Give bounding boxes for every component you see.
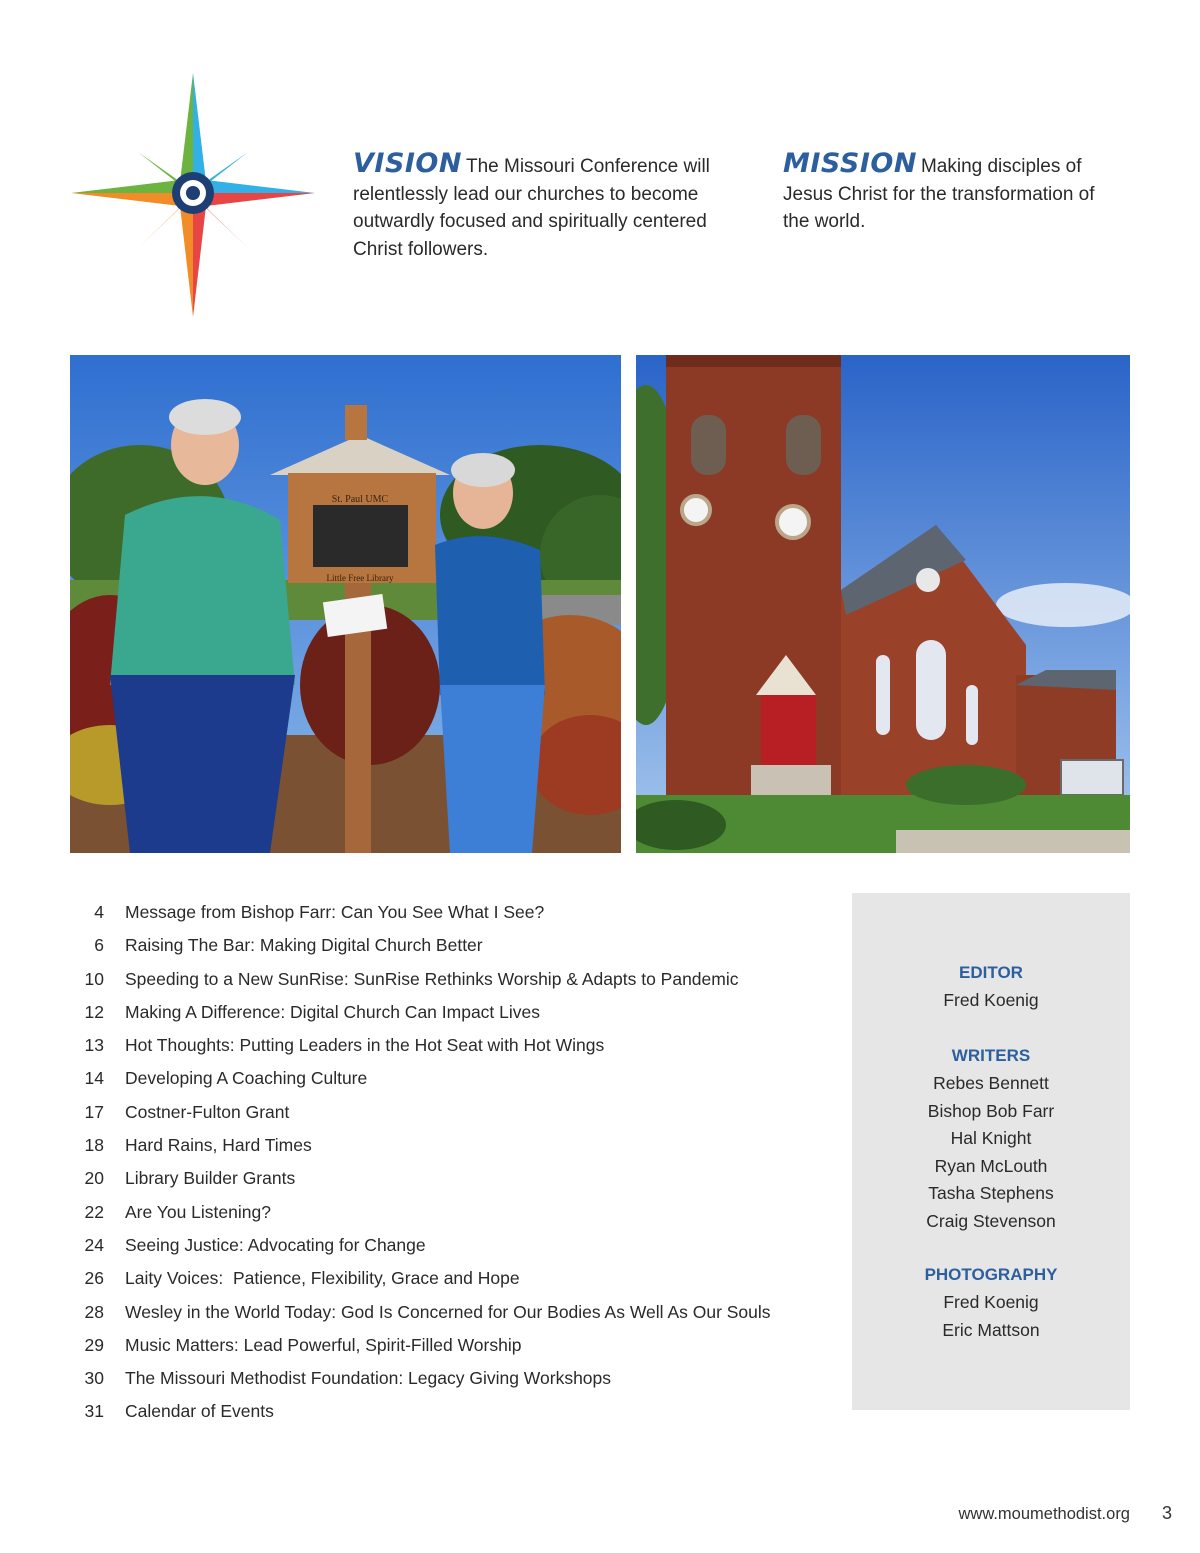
toc-title: Speeding to a New SunRise: SunRise Rethinks Worship & Adapts to Pandemic (125, 968, 739, 989)
toc-title: Hot Thoughts: Putting Leaders in the Hot Seat with Hot Wings (125, 1035, 605, 1056)
writers-heading: WRITERS (951, 1046, 1031, 1065)
toc-item[interactable] (70, 1131, 830, 1164)
compass-star-logo (68, 70, 318, 320)
toc-item[interactable] (70, 1031, 830, 1064)
editor-group (852, 959, 1130, 1015)
toc-item[interactable] (70, 965, 830, 998)
mission-keyword: MISSION (783, 148, 917, 179)
writer-name: Rebes Bennett (933, 1073, 1049, 1093)
toc-page-number: 31 (84, 1401, 104, 1422)
writer-name: Ryan McLouth (934, 1155, 1048, 1176)
toc-title: The Missouri Methodist Foundation: Legacy Giving Workshops (125, 1368, 612, 1389)
photographer-name: Eric Mattson (942, 1319, 1040, 1340)
toc-page-number: 13 (84, 1035, 104, 1056)
toc-title: Making A Difference: Digital Church Can Impact Lives (125, 1001, 541, 1022)
photography-heading: PHOTOGRAPHY (924, 1265, 1058, 1284)
toc-item[interactable] (70, 1198, 830, 1231)
toc-title: Costner-Fulton Grant (125, 1101, 290, 1122)
writer-name: Bishop Bob Farr (927, 1100, 1055, 1121)
toc-page-number: 28 (84, 1301, 104, 1322)
toc-page-number: 14 (84, 1068, 104, 1089)
vision-keyword: VISION (353, 148, 462, 179)
toc-title: Are You Listening? (125, 1201, 271, 1222)
toc-title: Hard Rains, Hard Times (125, 1135, 312, 1156)
toc-title: Music Matters: Lead Powerful, Spirit-Filled Worship (125, 1334, 522, 1355)
toc-item[interactable] (70, 931, 830, 964)
photography-group (852, 1261, 1130, 1344)
editor-name: Fred Koenig (943, 990, 1039, 1010)
library-sign-bottom: Little Free Library (326, 573, 394, 583)
writers-group (852, 1042, 1130, 1235)
page-number: 3 (1161, 1503, 1172, 1523)
toc-page-number: 22 (84, 1201, 104, 1222)
editor-heading: EDITOR (959, 963, 1023, 982)
toc-title: Message from Bishop Farr: Can You See What I See? (125, 902, 545, 922)
toc-item[interactable] (70, 898, 830, 931)
toc-item[interactable] (70, 1298, 830, 1331)
toc-page-number: 26 (84, 1268, 104, 1289)
toc-title: Library Builder Grants (125, 1168, 296, 1189)
toc-title: Wesley in the World Today: God Is Concerned for Our Bodies As Well As Our Souls (125, 1301, 771, 1322)
toc-page-number: 24 (84, 1234, 104, 1255)
toc-item[interactable] (70, 1264, 830, 1297)
compass-star-icon (68, 70, 318, 320)
toc-item[interactable] (70, 1164, 830, 1197)
vision-statement (353, 150, 743, 263)
toc-item[interactable] (70, 1231, 830, 1264)
photographer-name: Fred Koenig (943, 1292, 1039, 1312)
writer-name: Hal Knight (950, 1128, 1032, 1148)
toc-item[interactable] (70, 998, 830, 1031)
toc-page-number: 10 (84, 968, 104, 989)
toc-item[interactable] (70, 1331, 830, 1364)
toc-page-number: 6 (94, 935, 104, 956)
toc-page-number: 17 (84, 1101, 104, 1122)
toc-page-number: 18 (84, 1135, 104, 1156)
credits-box (852, 893, 1130, 1410)
toc-item[interactable] (70, 1098, 830, 1131)
vision-text: The Missouri Conference will relentlessly lead our churches to become outwardly focused and spiritually centered Christ followers. (353, 156, 710, 260)
footer-website-link[interactable]: www.moumethodist.org (958, 1505, 1130, 1523)
toc-title: Raising The Bar: Making Digital Church Better (125, 935, 483, 956)
toc-item[interactable] (70, 1364, 830, 1397)
toc-page-number: 4 (94, 902, 104, 922)
toc-page-number: 12 (84, 1001, 104, 1022)
photo-brick-church (636, 355, 1130, 853)
mission-text: Making disciples of Jesus Christ for the transformation of the world. (783, 156, 1095, 232)
toc-page-number: 20 (84, 1168, 104, 1189)
toc-page-number: 30 (84, 1368, 104, 1389)
toc-item[interactable] (70, 1064, 830, 1097)
photo-little-free-library (70, 355, 621, 853)
library-sign-top: St. Paul UMC (331, 494, 389, 505)
mission-statement (783, 150, 1113, 236)
toc-title: Developing A Coaching Culture (125, 1068, 368, 1089)
table-of-contents (70, 898, 830, 1431)
toc-page-number: 29 (84, 1334, 104, 1355)
toc-item[interactable] (70, 1397, 830, 1430)
writer-name: Craig Stevenson (926, 1210, 1056, 1231)
toc-title: Seeing Justice: Advocating for Change (125, 1234, 426, 1255)
toc-title: Laity Voices: Patience, Flexibility, Grace and Hope (125, 1268, 520, 1289)
toc-title: Calendar of Events (125, 1401, 274, 1422)
writer-name: Tasha Stephens (928, 1183, 1054, 1203)
